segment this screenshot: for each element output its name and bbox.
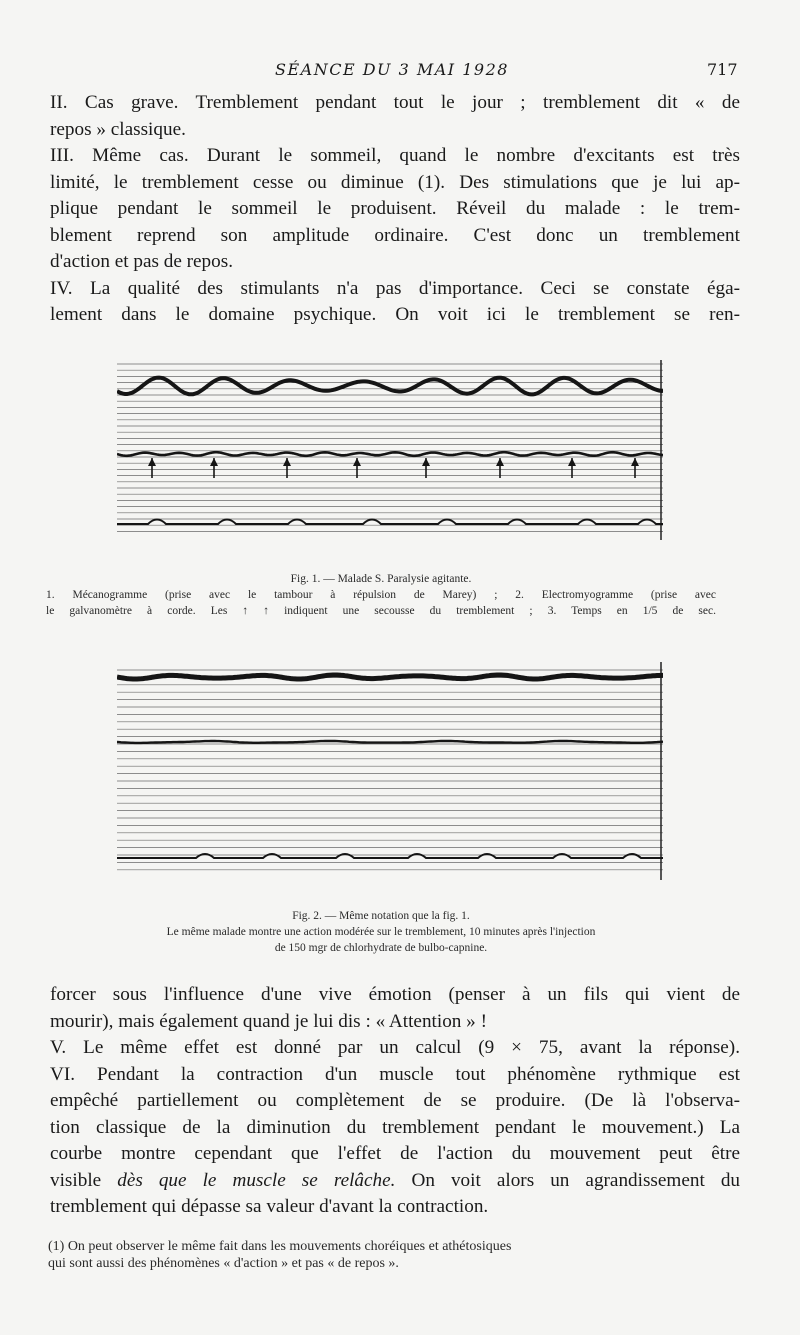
text-line: VI. Pendant la contraction d'un muscle tout phénomène rythmique est xyxy=(50,1063,740,1085)
text-line: plique pendant le sommeil le produisent. Réveil du malade : le trem- xyxy=(50,198,740,219)
arrow-head xyxy=(422,458,430,466)
caption-line: 1. Mécanogramme (prise avec le tambour à répulsion de Marey) ; 2. Electromyogramme (prise avec xyxy=(46,589,716,601)
caption-title: Fig. 1. — Malade S. Paralysie agitante. xyxy=(290,573,472,585)
mechanogram-trace xyxy=(117,675,663,679)
text-line: IV. La qualité des stimulants n'a pas d'importance. Ceci se constate éga- xyxy=(50,277,740,299)
footnote-line: (1) On peut observer le même fait dans les mouvements choréiques et athétosiques xyxy=(48,1239,512,1254)
text-line: tion classique de la diminution du tremblement pendant le mouvement.) La xyxy=(50,1116,740,1138)
body-text-top xyxy=(50,90,740,329)
figure-1-caption xyxy=(46,571,716,619)
text-line: courbe montre cependant que l'effet de l'action du mouvement peut être xyxy=(50,1143,740,1164)
text-line: limité, le tremblement cesse ou diminue (1). Des stimulations que je lui ap- xyxy=(50,171,740,193)
time-trace xyxy=(117,854,663,858)
mechanogram-trace xyxy=(117,378,663,395)
italic-phrase: dès que le muscle se relâche. xyxy=(117,1169,396,1191)
arrow-head xyxy=(496,458,504,466)
caption-line: de 150 mgr de chlorhydrate de bulbo-capnine. xyxy=(274,942,488,954)
electromyogram-trace xyxy=(117,452,663,456)
footnote xyxy=(48,1238,768,1272)
text-line: tremblement qui dépasse sa valeur d'avant la contraction. xyxy=(50,1196,489,1217)
text-line: repos » classique. xyxy=(50,118,186,140)
text-line: empêché partiellement ou complètement de se produire. (De là l'observa- xyxy=(50,1090,740,1111)
figure-1-graphic xyxy=(117,360,663,540)
arrow-head xyxy=(210,458,218,466)
running-title: SÉANCE DU 3 MAI 1928 xyxy=(275,60,509,79)
page-header xyxy=(0,60,800,84)
page-number: 717 xyxy=(707,60,738,79)
figure-2-tracing xyxy=(117,662,663,880)
text-line: mourir), mais également quand je lui dis : « Attention » ! xyxy=(50,1010,487,1032)
arrow-head xyxy=(283,458,291,466)
footnote-line: qui sont aussi des phénomènes « d'action » et pas « de repos ». xyxy=(48,1256,399,1271)
arrow-head xyxy=(148,458,156,466)
figure-1-tracing xyxy=(117,360,663,540)
text-run: On voit alors un agrandissement du xyxy=(395,1169,740,1191)
text-line: d'action et pas de repos. xyxy=(50,251,234,272)
text-line: lement dans le domaine psychique. On voit ici le tremblement se ren- xyxy=(50,304,740,325)
arrow-head xyxy=(568,458,576,466)
text-line: II. Cas grave. Tremblement pendant tout le jour ; tremblement dit « de xyxy=(50,92,740,113)
text-line: III. Même cas. Durant le sommeil, quand le nombre d'excitants est très xyxy=(50,145,740,166)
time-trace xyxy=(117,520,663,525)
body-text-bottom xyxy=(50,982,740,1221)
text-line: blement reprend son amplitude ordinaire. C'est donc un tremblement xyxy=(50,224,740,246)
text-line: V. Le même effet est donné par un calcul (9 × 75, avant la réponse). xyxy=(50,1037,740,1058)
electromyogram-trace xyxy=(117,741,663,743)
figure-2-caption xyxy=(46,908,716,956)
caption-title: Fig. 2. — Même notation que la fig. 1. xyxy=(292,910,470,922)
text-line xyxy=(50,1168,740,1195)
arrow-head xyxy=(631,458,639,466)
text-line: forcer sous l'influence d'une vive émotion (penser à un fils qui vient de xyxy=(50,984,740,1005)
caption-line: Le même malade montre une action modérée sur le tremblement, 10 minutes après l'injection xyxy=(166,926,596,938)
text-run: visible xyxy=(50,1169,118,1191)
caption-line: le galvanomètre à corde. Les ↑ ↑ indiquent une secousse du tremblement ; 3. Temps en 1/5 de sec. xyxy=(46,605,716,617)
arrow-head xyxy=(353,458,361,466)
figure-2-graphic xyxy=(117,662,663,880)
